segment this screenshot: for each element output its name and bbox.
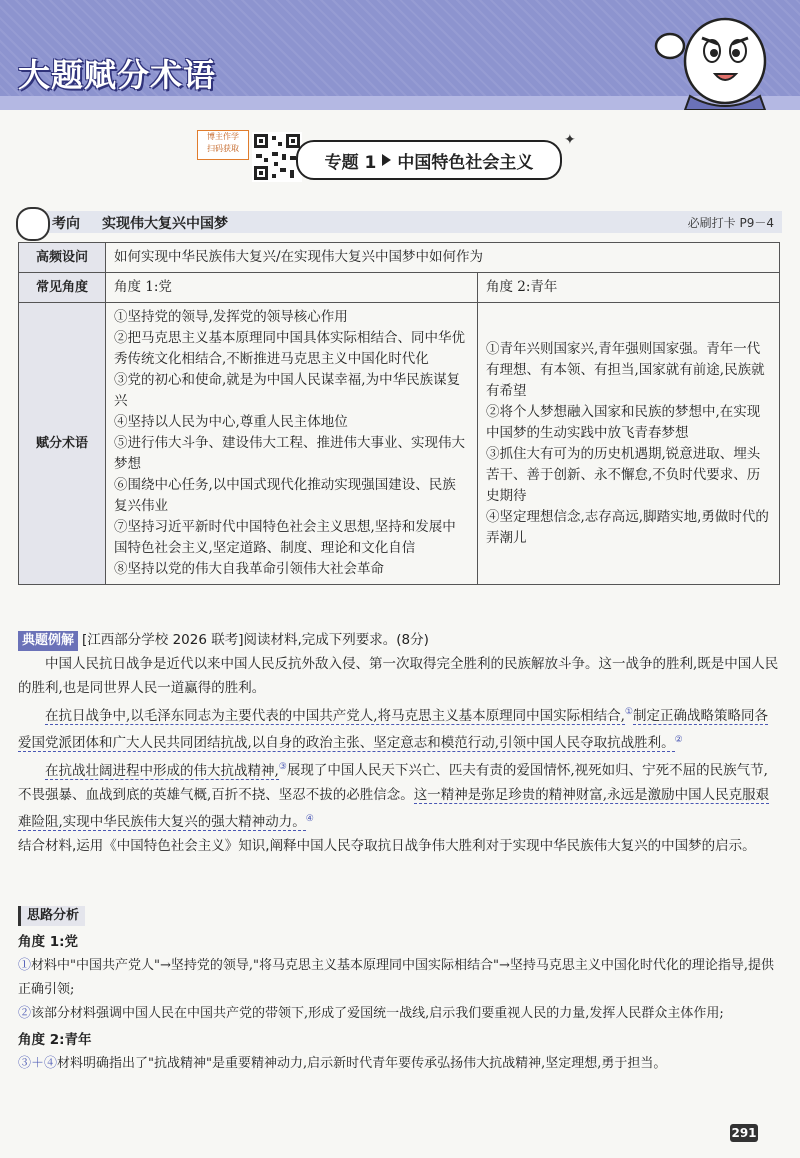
qr-note-text: 博主作学 扫码获取 bbox=[207, 132, 239, 153]
marker-2: ② bbox=[674, 734, 683, 745]
play-arrow-icon bbox=[382, 154, 391, 166]
party-terms-cell bbox=[106, 303, 478, 585]
example-source: [江西部分学校 2026 联考]阅读材料,完成下列要求。(8分) bbox=[82, 632, 429, 648]
marker-1: ① bbox=[624, 707, 633, 717]
material-paragraph-2 bbox=[18, 700, 780, 755]
qr-code-icon[interactable] bbox=[252, 132, 302, 182]
analysis-item bbox=[18, 954, 780, 1002]
analysis-text: 材料中"中国共产党人"→坚持党的领导,"将马克思主义基本原理同中国实际相结合"→坚持马克思主义中国化时代化的理论指导,提供正确引领; bbox=[18, 958, 774, 997]
underlined-text: 制定正确战略策略同各爱国党派团体和广大人民共同团结抗战,以自身的政治主张、坚定意志和模范行动,引领中国人民夺取抗战胜利。 bbox=[18, 707, 768, 751]
scoring-terms-table bbox=[18, 242, 780, 585]
example-tag: 典题例解 bbox=[18, 631, 78, 651]
mascot-illustration bbox=[640, 6, 790, 110]
list-item: ⑦坚持习近平新时代中国特色社会主义思想,坚持和发展中国特色社会主义,坚定道路、制度、理论和文化自信 bbox=[114, 519, 456, 556]
paragraph-text: 展现了中国人民天下兴亡、匹夫有责的爱国情怀,视死如归、宁死不屈的民族气节,不畏强暴、血战到底的英雄气概,百折不挠、坚忍不拔的必胜信念。 bbox=[18, 762, 768, 803]
list-item: ①青年兴则国家兴,青年强则国家强。青年一代有理想、有本领、有担当,国家就有前途,民族就有希望 bbox=[486, 340, 765, 399]
list-item: ④坚持以人民为中心,尊重人民主体地位 bbox=[114, 414, 348, 430]
list-item: ②将个人梦想融入国家和民族的梦想中,在实现中国梦的生动实践中放飞青春梦想 bbox=[486, 403, 761, 441]
question-text: 结合材料,运用《中国特色社会主义》知识,阐释中国人民夺取抗日战争伟大胜利对于实现中华民族伟大复兴的中国梦的启示。 bbox=[18, 838, 756, 854]
example-section bbox=[18, 628, 780, 858]
analysis-number: ③＋④ bbox=[18, 1056, 58, 1071]
underlined-text: 在抗战壮阔进程中形成的伟大抗战精神, bbox=[45, 762, 279, 779]
list-item: ③抓住大有可为的历史机遇期,锐意进取、埋头苦干、善于创新、永不懈怠,不负时代要求、历史期待 bbox=[486, 445, 761, 504]
qr-note bbox=[197, 130, 249, 160]
table-row bbox=[19, 303, 780, 585]
analysis-text: 该部分材料强调中国人民在中国共产党的带领下,形成了爱国统一战线,启示我们要重视人民的力量,发挥人民群众主体作用; bbox=[31, 1006, 724, 1021]
marker-4: ④ bbox=[305, 813, 314, 824]
direction-bar bbox=[16, 207, 782, 233]
analysis-angle-1-title: 角度 1:党 bbox=[18, 934, 78, 950]
analysis-item bbox=[18, 1052, 780, 1076]
list-item: ③党的初心和使命,就是为中国人民谋幸福,为中华民族谋复兴 bbox=[114, 372, 461, 409]
angle-2-cell: 角度 2:青年 bbox=[478, 273, 780, 303]
analysis-number: ① bbox=[18, 958, 32, 973]
list-item: ④坚定理想信念,志存高远,脚踏实地,勇做时代的弄潮儿 bbox=[486, 508, 769, 546]
table-row bbox=[19, 273, 780, 303]
youth-terms-cell bbox=[478, 303, 780, 585]
analysis-number: ② bbox=[18, 1006, 32, 1021]
underlined-text: 在抗日战争中,以毛泽东同志为主要代表的中国共产党人,将马克思主义基本原理同中国实际相结合, bbox=[45, 707, 625, 724]
list-item: ⑤进行伟大斗争、建设伟大工程、推进伟大事业、实现伟大梦想 bbox=[114, 435, 465, 472]
direction-label: 考向 bbox=[52, 216, 80, 232]
underlined-text: 这一精神是弥足珍贵的精神财富,永远是激励中国人民克服艰难险阻,实现中华民族伟大复兴的强大精神动力。 bbox=[18, 786, 770, 830]
topic-banner bbox=[296, 140, 562, 180]
topic-number: 专题 1 bbox=[324, 152, 377, 173]
page-title: 大题赋分术语 bbox=[18, 56, 217, 94]
row-header-terms: 赋分术语 bbox=[19, 303, 106, 585]
analysis-section bbox=[18, 904, 780, 1076]
list-item: ②把马克思主义基本原理同中国具体实际相结合、同中华优秀传统文化相结合,不断推进马克思主义中国化时代化 bbox=[114, 330, 465, 367]
example-header bbox=[18, 628, 780, 652]
row-header-question: 高频设问 bbox=[19, 243, 106, 273]
analysis-tag: 思路分析 bbox=[18, 906, 85, 926]
question-cell: 如何实现中华民族伟大复兴/在实现伟大复兴中国梦中如何作为 bbox=[106, 243, 780, 273]
spark-icon: ✦ bbox=[564, 132, 576, 148]
mascot-face-icon bbox=[16, 207, 50, 241]
list-item: ⑧坚持以党的伟大自我革命引领伟大社会革命 bbox=[114, 561, 384, 577]
list-item: ⑥围绕中心任务,以中国式现代化推动实现强国建设、民族复兴伟业 bbox=[114, 477, 456, 514]
analysis-angle-2-title: 角度 2:青年 bbox=[18, 1032, 92, 1048]
table-row bbox=[19, 243, 780, 273]
row-header-angle: 常见角度 bbox=[19, 273, 106, 303]
list-item: ①坚持党的领导,发挥党的领导核心作用 bbox=[114, 309, 348, 325]
direction-text: 实现伟大复兴中国梦 bbox=[102, 216, 228, 232]
page-number: 291 bbox=[731, 1126, 757, 1140]
analysis-item bbox=[18, 1002, 780, 1026]
angle-1-cell: 角度 1:党 bbox=[106, 273, 478, 303]
analysis-text: 材料明确指出了"抗战精神"是重要精神动力,启示新时代青年要传承弘扬伟大抗战精神,坚定理想,勇于担当。 bbox=[57, 1056, 667, 1071]
page-header bbox=[0, 0, 800, 110]
material-paragraph-3 bbox=[18, 755, 780, 834]
marker-3: ③ bbox=[278, 762, 287, 772]
material-paragraph-1: 中国人民抗日战争是近代以来中国人民反抗外敌入侵、第一次取得完全胜利的民族解放斗争。这一战争的胜利,既是中国人民的胜利,也是同世界人民一道赢得的胜利。 bbox=[18, 656, 779, 696]
topic-title: 中国特色社会主义 bbox=[397, 152, 534, 173]
direction-reference: 必刷打卡 P9－4 bbox=[687, 216, 774, 230]
